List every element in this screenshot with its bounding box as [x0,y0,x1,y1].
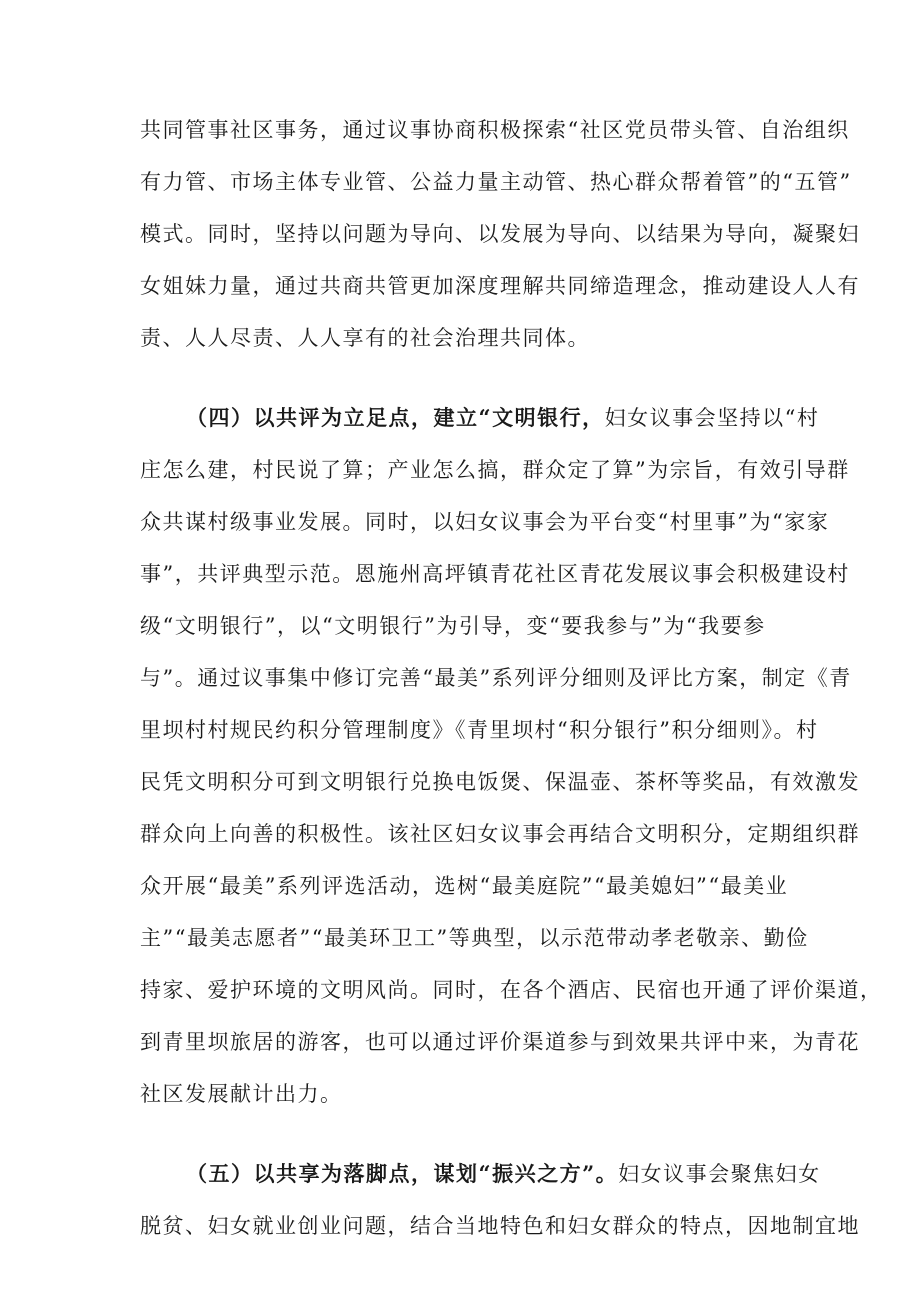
paragraph-2-line-1 [186,404,819,432]
paragraph-3-line-1 [186,1160,821,1188]
paragraph-2-line-4: 事”，共评典型示范。恩施州高坪镇青花社区青花发展议事会积极建设村 [140,562,850,586]
paragraph-1-line-4: 女姐妹力量，通过共商共管更加深度理解共同缔造理念，推动建设人人有 [140,274,860,298]
section-heading-5: （五）以共享为落脚点，谋划“振兴之方”。 [186,1161,619,1186]
paragraph-2-line-12: 持家、爱护环境的文明风尚。同时，在各个酒店、民宿也开通了评价渠道， [140,978,883,1002]
paragraph-2-line-9: 群众向上向善的积极性。该社区妇女议事会再结合文明积分，定期组织群 [140,822,860,846]
paragraph-2-line-14: 社区发展献计出力。 [140,1082,343,1106]
paragraph-3-first-line-text: 妇女议事会聚焦妇女 [618,1162,821,1186]
paragraph-2-line-10: 众开展“最美”系列评选活动，选树“最美庭院”“最美媳妇”“最美业 [140,874,789,898]
paragraph-2-first-line-text: 妇女议事会坚持以“村 [604,406,820,430]
paragraph-1-line-1: 共同管事社区事务，通过议事协商积极探索“社区党员带头管、自治组织 [140,118,850,142]
paragraph-3-line-2: 脱贫、妇女就业创业问题，结合当地特色和妇女群众的特点，因地制宜地 [140,1214,860,1238]
paragraph-1-line-2: 有力管、市场主体专业管、公益力量主动管、热心群众帮着管”的“五管” [140,170,852,194]
paragraph-2-line-2: 庄怎么建，村民说了算；产业怎么搞，群众定了算”为宗旨，有效引导群 [140,458,850,482]
paragraph-2-line-6: 与”。通过议事集中修订完善“最美”系列评分细则及评比方案，制定《青 [140,666,852,690]
paragraph-1-line-3: 模式。同时，坚持以问题为导向、以发展为导向、以结果为导向，凝聚妇 [140,222,860,246]
paragraph-1-line-5: 责、人人尽责、人人享有的社会治理共同体。 [140,326,590,350]
paragraph-2-line-3: 众共谋村级事业发展。同时，以妇女议事会为平台变“村里事”为“家家 [140,510,830,534]
paragraph-2-line-7: 里坝村村规民约积分管理制度》《青里坝村“积分银行”积分细则》。村 [140,718,819,742]
section-heading-4: （四）以共评为立足点，建立“文明银行， [186,405,605,430]
paragraph-2-line-8: 民凭文明积分可到文明银行兑换电饭煲、保温壶、茶杯等奖品，有效激发 [140,770,860,794]
paragraph-2-line-13: 到青里坝旅居的游客，也可以通过评价渠道参与到效果共评中来，为青花 [140,1030,860,1054]
paragraph-2-line-5: 级“文明银行”，以“文明银行”为引导，变“要我参与”为“我要参 [140,614,766,638]
paragraph-2-line-11: 主”“最美志愿者”“最美环卫工”等典型，以示范带动孝老敬亲、勤俭 [140,926,809,950]
